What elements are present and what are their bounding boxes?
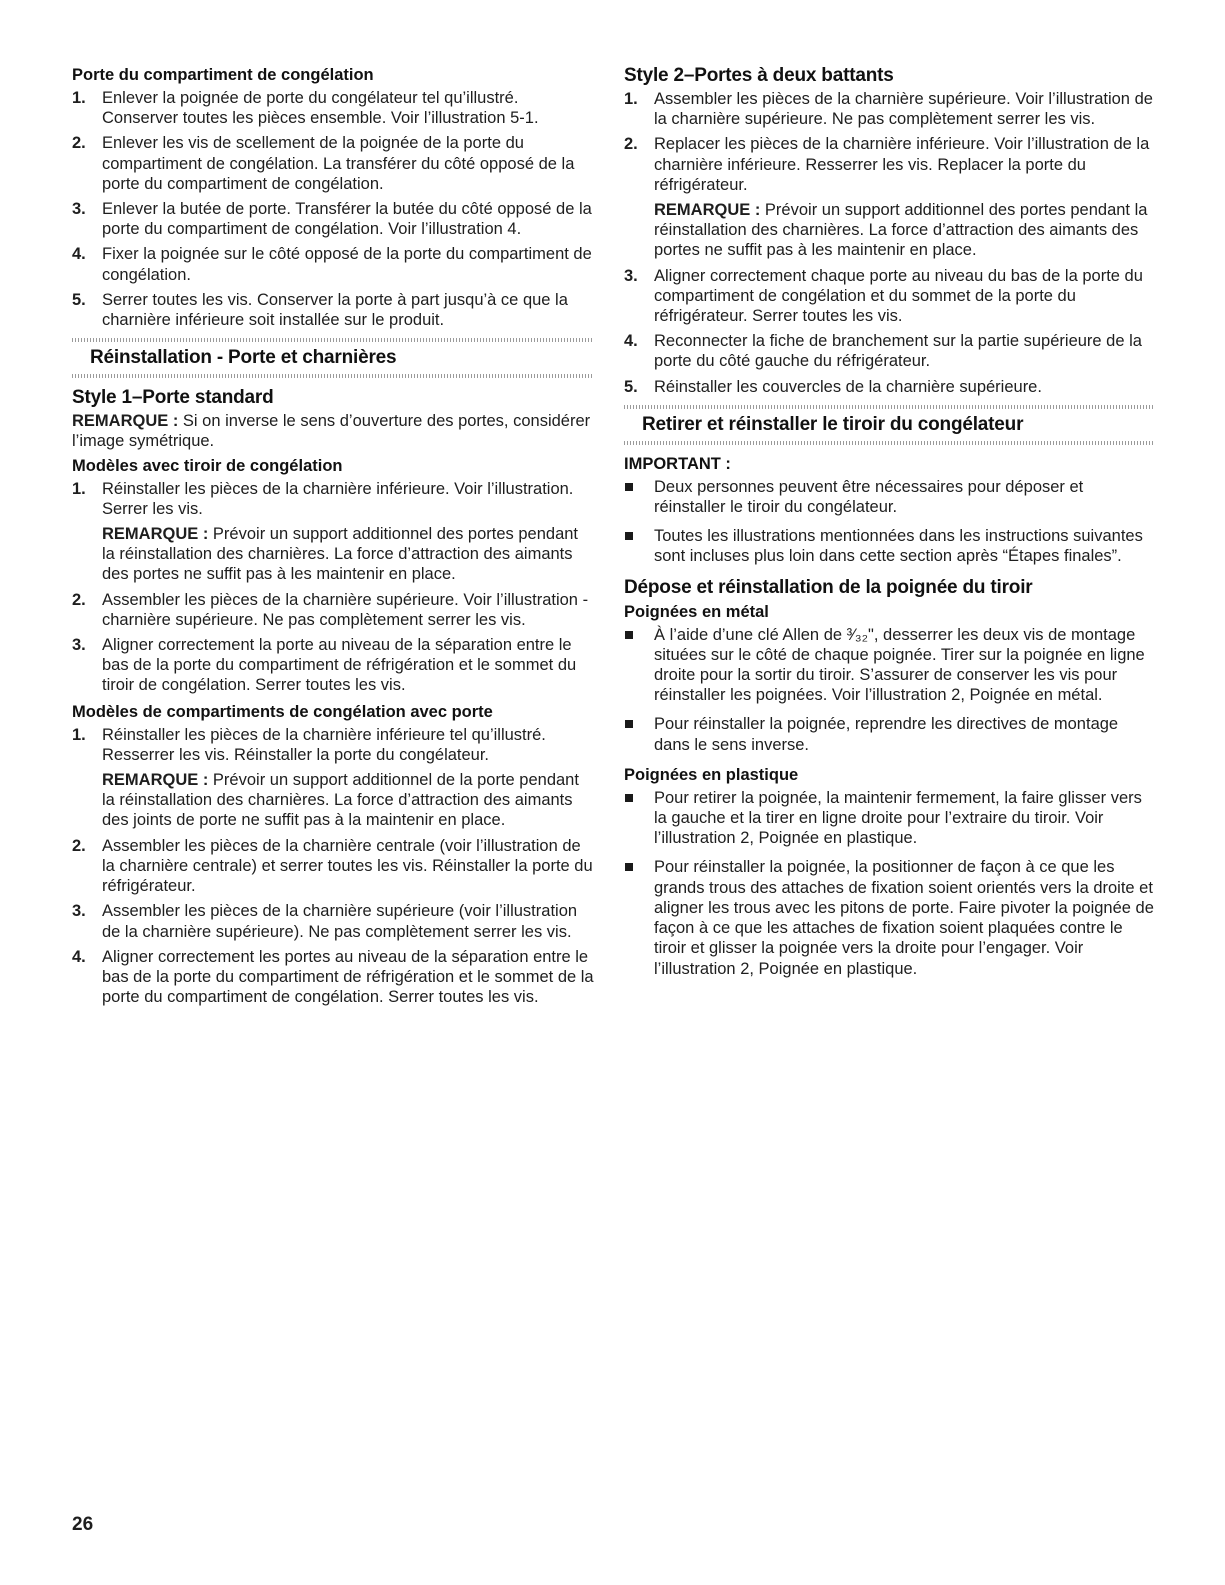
step-text: Replacer les pièces de la charnière inférieure. Voir l’illustration de la charnière inférieure. Resserrer les vis. Replacer la porte du réfrigérateur. <box>654 135 1150 194</box>
step-number: 4. <box>624 332 638 351</box>
metal-handles-heading: Poignées en métal <box>624 602 769 621</box>
list-item <box>624 526 1154 566</box>
list-item <box>624 89 1154 129</box>
step-number: 5. <box>72 290 86 309</box>
step-number: 4. <box>72 947 86 966</box>
step-text: Assembler les pièces de la charnière centrale (voir l’illustration de la charnière centrale) et serrer toutes les vis. Réinstaller la porte du réfrigérateur. <box>102 836 593 896</box>
bullet-square-icon <box>625 720 633 728</box>
list-item <box>72 947 594 1008</box>
bullet-text: Deux personnes peuvent être nécessaires pour déposer et réinstaller le tiroir du congélateur. <box>654 477 1084 517</box>
section-title: Retirer et réinstaller le tiroir du congélateur <box>642 413 1024 435</box>
list-item <box>624 331 1154 371</box>
step-number: 2. <box>624 135 638 154</box>
style1-section <box>72 386 594 451</box>
section-title: Réinstallation - Porte et charnières <box>90 347 397 369</box>
step-text: Fixer la poignée sur le côté opposé de la porte du compartiment de congélation. <box>102 245 592 284</box>
list-item <box>72 133 594 194</box>
plastic-handles-bullets <box>624 788 1154 979</box>
bullet-square-icon <box>625 863 633 871</box>
note-label: REMARQUE : <box>654 201 761 220</box>
list-item <box>624 266 1154 327</box>
bullet-square-icon <box>625 794 633 802</box>
note-text: Prévoir un support additionnel des portes pendant la réinstallation des charnières. La force d’attraction des aimants des portes ne suffit pas à les maintenir en place. <box>102 525 579 584</box>
door-models-heading: Modèles de compartiments de congélation avec porte <box>72 702 493 721</box>
handle-heading: Dépose et réinstallation de la poignée du tiroir <box>624 576 1033 598</box>
step-number: 3. <box>72 200 86 219</box>
list-item <box>72 590 594 630</box>
style2-steps <box>624 89 1154 397</box>
hatch-divider <box>72 374 594 378</box>
step-number: 3. <box>624 266 638 285</box>
step-text: Réinstaller les couvercles de la charnière supérieure. <box>654 377 1042 396</box>
step-number: 1. <box>72 725 86 744</box>
step-text: Assembler les pièces de la charnière supérieure. Voir l’illustration de la charnière supérieure. Ne pas complètement serrer les vis. <box>654 90 1153 129</box>
important-label: IMPORTANT : <box>624 454 731 473</box>
step-note <box>102 770 594 831</box>
note-text: Prévoir un support additionnel de la porte pendant la réinstallation des charnières. La force d’attraction des aimants des joints de porte ne suffit pas à la maintenir en place. <box>102 771 579 830</box>
step-number: 1. <box>72 89 86 107</box>
note-text: Prévoir un support additionnel des portes pendant la réinstallation des charnières. La force d’attraction des aimants des portes ne suffit pas à les maintenir en place. <box>654 201 1148 260</box>
step-number: 5. <box>624 377 638 396</box>
list-item <box>72 901 594 941</box>
note-label: REMARQUE : <box>102 525 209 544</box>
list-item <box>72 635 594 696</box>
list-item <box>72 725 594 831</box>
list-item <box>624 714 1154 754</box>
step-note <box>654 200 1154 261</box>
step-text: Assembler les pièces de la charnière supérieure. Voir l’illustration - charnière supérieure. Ne pas complètement serrer les vis. <box>102 590 589 629</box>
step-number: 3. <box>72 636 86 655</box>
list-item <box>624 625 1154 706</box>
list-item <box>624 134 1154 260</box>
style1-heading: Style 1–Porte standard <box>72 387 274 409</box>
step-number: 2. <box>72 836 86 855</box>
drawer-models-heading: Modèles avec tiroir de congélation <box>72 456 343 475</box>
style2-heading: Style 2–Portes à deux battants <box>624 65 894 86</box>
step-number: 2. <box>72 134 86 153</box>
door-models-section <box>72 701 594 1008</box>
step-text: Reconnecter la fiche de branchement sur la partie supérieure de la porte du côté gauche du réfrigérateur. <box>654 332 1142 371</box>
list-item <box>72 199 594 239</box>
handle-section <box>624 576 1154 979</box>
list-item <box>72 244 594 284</box>
list-item <box>624 788 1154 849</box>
step-text: Réinstaller les pièces de la charnière inférieure. Voir l’illustration. Serrer les vis. <box>102 479 574 518</box>
step-number: 4. <box>72 245 86 264</box>
bullet-text: Pour réinstaller la poignée, la positionner de façon à ce que les grands trous des attaches de fixation soient orientés vers la droite et aligner les trous avec les pitons de porte. Faire pivoter la poignée de façon à ce que les attaches de fixation soient plaquées contre le tiroir et glisser la poignée vers la droite pour l’engager. Voir l’illustration 2, Poignée en plastique. <box>654 858 1154 978</box>
list-item <box>624 377 1154 397</box>
metal-handles-bullets <box>624 625 1154 755</box>
step-number: 1. <box>624 90 638 108</box>
important-section <box>624 453 1154 567</box>
list-item <box>72 836 594 897</box>
step-text: Assembler les pièces de la charnière supérieure (voir l’illustration de la charnière supérieure). Ne pas complètement serrer les vis. <box>102 902 578 941</box>
step-note <box>102 524 594 585</box>
bullet-text: Toutes les illustrations mentionnées dans les instructions suivantes sont incluses plus loin dans cette section après “Étapes finales”. <box>654 527 1143 566</box>
right-column <box>624 64 1154 988</box>
step-text: Serrer toutes les vis. Conserver la porte à part jusqu’à ce que la charnière inférieure soit installée sur le produit. <box>102 290 568 330</box>
bullet-text: Pour retirer la poignée, la maintenir fermement, la faire glisser vers la gauche et la tirer en ligne droite pour l’extraire du tiroir. Voir l’illustration 2, Poignée en plastique. <box>654 788 1142 848</box>
step-text: Enlever la poignée de porte du congélateur tel qu’illustré. Conserver toutes les pièces ensemble. Voir l’illustration 5-1. <box>102 89 539 128</box>
remark-text: Si on inverse le sens d’ouverture des portes, considérer l’image symétrique. <box>72 412 591 451</box>
bullet-text: À l’aide d’une clé Allen de ³⁄₃₂", desserrer les deux vis de montage situées sur le côté de chaque poignée. Tirer sur la poignée en ligne droite pour la sortir du tiroir. S’assurer de conserver les vis pour réinstaller les poignées. Voir l’illustration 2, Poignée en métal. <box>654 625 1145 705</box>
left-column <box>72 64 594 1012</box>
plastic-handles-heading: Poignées en plastique <box>624 765 799 784</box>
note-label: REMARQUE : <box>102 771 209 790</box>
step-text: Enlever la butée de porte. Transférer la butée du côté opposé de la porte du compartiment de congélation. Voir l’illustration 4. <box>102 200 592 239</box>
section-band-reinstallation <box>72 338 594 378</box>
step-text: Réinstaller les pièces de la charnière inférieure tel qu’illustré. Resserrer les vis. Réinstaller la porte du congélateur. <box>102 725 546 764</box>
list-item <box>624 477 1154 517</box>
freezer-door-section <box>72 64 594 330</box>
drawer-models-section <box>72 455 594 696</box>
hatch-divider <box>624 441 1154 445</box>
step-number: 3. <box>72 902 86 921</box>
step-text: Aligner correctement la porte au niveau de la séparation entre le bas de la porte du compartiment de réfrigération et le sommet du tiroir de congélation. Serrer toutes les vis. <box>102 636 577 695</box>
step-number: 1. <box>72 479 86 498</box>
remark-label: REMARQUE : <box>72 412 179 431</box>
step-number: 2. <box>72 590 86 609</box>
section-band-drawer <box>624 405 1154 445</box>
bullet-text: Pour réinstaller la poignée, reprendre les directives de montage dans le sens inverse. <box>654 715 1119 754</box>
step-text: Aligner correctement chaque porte au niveau du bas de la porte du compartiment de congélation et du sommet de la porte du réfrigérateur. Serrer toutes les vis. <box>654 266 1143 326</box>
important-bullets <box>624 477 1154 567</box>
list-item <box>72 479 594 585</box>
list-item <box>624 857 1154 978</box>
page-number: 26 <box>72 1514 94 1535</box>
bullet-square-icon <box>625 483 633 491</box>
list-item <box>72 88 594 128</box>
list-item <box>72 290 594 330</box>
style2-section <box>624 64 1154 397</box>
step-text: Aligner correctement les portes au niveau de la séparation entre le bas de la porte du compartiment de réfrigération et le sommet de la porte du compartiment de congélation. Serrer toutes les vis. <box>102 947 594 1007</box>
drawer-models-steps <box>72 479 594 696</box>
bullet-square-icon <box>625 532 633 540</box>
step-text: Enlever les vis de scellement de la poignée de la porte du compartiment de congélation. La transférer du côté opposé de la porte du compartiment de congélation. <box>102 134 575 193</box>
freezer-door-heading: Porte du compartiment de congélation <box>72 66 374 84</box>
door-models-steps <box>72 725 594 1008</box>
bullet-square-icon <box>625 631 633 639</box>
style1-remark <box>72 411 594 451</box>
freezer-door-steps <box>72 88 594 330</box>
